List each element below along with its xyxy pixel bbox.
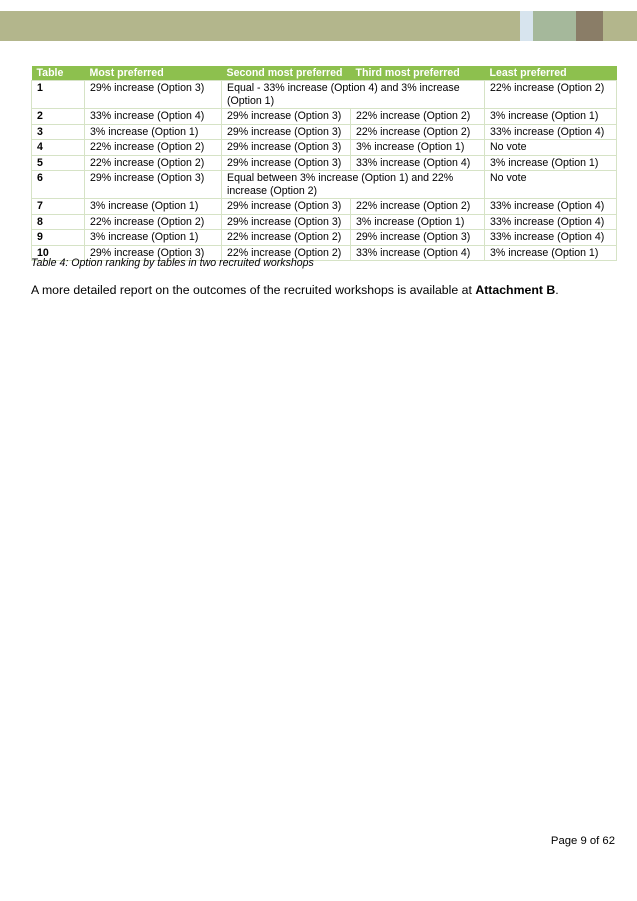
cell-table-number: 2: [32, 109, 85, 125]
cell-second-most-preferred: 29% increase (Option 3): [222, 199, 351, 215]
cell-table-number: 1: [32, 81, 85, 109]
banner-block-light-blue: [520, 11, 533, 41]
cell-third-most-preferred: 22% increase (Option 2): [351, 109, 485, 125]
cell-most-preferred: 22% increase (Option 2): [85, 140, 222, 156]
table-caption: Table 4: Option ranking by tables in two recruited workshops: [31, 257, 314, 269]
table-row: [32, 155, 617, 171]
cell-second-most-preferred: 29% increase (Option 3): [222, 109, 351, 125]
cell-most-preferred: 33% increase (Option 4): [85, 109, 222, 125]
cell-most-preferred: 3% increase (Option 1): [85, 230, 222, 246]
cell-second-most-preferred: 29% increase (Option 3): [222, 214, 351, 230]
cell-third-most-preferred: 33% increase (Option 4): [351, 155, 485, 171]
option-ranking-table: [31, 66, 617, 261]
cell-table-number: 5: [32, 155, 85, 171]
table-header-row: [32, 66, 617, 81]
page-number: Page 9 of 62: [550, 835, 615, 847]
cell-least-preferred: 33% increase (Option 4): [485, 124, 617, 140]
cell-third-most-preferred: 22% increase (Option 2): [351, 199, 485, 215]
table-row: [32, 214, 617, 230]
paragraph-text: A more detailed report on the outcomes of the recruited workshops is available at: [31, 283, 476, 297]
cell-second-most-preferred: 22% increase (Option 2): [222, 245, 351, 261]
cell-least-preferred: No vote: [485, 140, 617, 156]
banner-block-sage: [533, 11, 576, 41]
cell-most-preferred: 29% increase (Option 3): [85, 81, 222, 109]
header-banner: [0, 11, 637, 41]
cell-table-number: 4: [32, 140, 85, 156]
cell-most-preferred: 29% increase (Option 3): [85, 171, 222, 199]
header-table: Table: [32, 66, 85, 81]
table-row: [32, 109, 617, 125]
cell-table-number: 6: [32, 171, 85, 199]
cell-table-number: 7: [32, 199, 85, 215]
table-row: [32, 140, 617, 156]
cell-most-preferred: 22% increase (Option 2): [85, 155, 222, 171]
table-row: [32, 199, 617, 215]
cell-least-preferred: 3% increase (Option 1): [485, 109, 617, 125]
cell-most-preferred: 22% increase (Option 2): [85, 214, 222, 230]
header-least-preferred: Least preferred: [485, 66, 617, 81]
cell-third-most-preferred: 29% increase (Option 3): [351, 230, 485, 246]
cell-second-third-merged: Equal between 3% increase (Option 1) and 22% increase (Option 2): [222, 171, 485, 199]
header-second-most-preferred: Second most preferred: [222, 66, 351, 81]
cell-table-number: 8: [32, 214, 85, 230]
cell-most-preferred: 3% increase (Option 1): [85, 199, 222, 215]
cell-least-preferred: 33% increase (Option 4): [485, 199, 617, 215]
cell-second-most-preferred: 29% increase (Option 3): [222, 155, 351, 171]
cell-least-preferred: 22% increase (Option 2): [485, 81, 617, 109]
cell-least-preferred: 3% increase (Option 1): [485, 245, 617, 261]
table-row: [32, 230, 617, 246]
header-most-preferred: Most preferred: [85, 66, 222, 81]
cell-third-most-preferred: 3% increase (Option 1): [351, 214, 485, 230]
cell-table-number: 10: [32, 245, 85, 261]
cell-second-most-preferred: 29% increase (Option 3): [222, 140, 351, 156]
cell-table-number: 9: [32, 230, 85, 246]
banner-block-brown: [576, 11, 603, 41]
cell-least-preferred: 3% increase (Option 1): [485, 155, 617, 171]
cell-second-third-merged: Equal - 33% increase (Option 4) and 3% increase (Option 1): [222, 81, 485, 109]
cell-third-most-preferred: 3% increase (Option 1): [351, 140, 485, 156]
cell-second-most-preferred: 22% increase (Option 2): [222, 230, 351, 246]
table-row: [32, 171, 617, 199]
cell-most-preferred: 3% increase (Option 1): [85, 124, 222, 140]
cell-least-preferred: 33% increase (Option 4): [485, 214, 617, 230]
cell-second-most-preferred: 29% increase (Option 3): [222, 124, 351, 140]
header-third-most-preferred: Third most preferred: [351, 66, 485, 81]
table-row: [32, 81, 617, 109]
cell-third-most-preferred: 22% increase (Option 2): [351, 124, 485, 140]
cell-third-most-preferred: 33% increase (Option 4): [351, 245, 485, 261]
paragraph-end: .: [555, 283, 559, 297]
cell-least-preferred: No vote: [485, 171, 617, 199]
table-row: [32, 124, 617, 140]
cell-least-preferred: 33% increase (Option 4): [485, 230, 617, 246]
banner-block-olive: [603, 11, 637, 41]
attachment-paragraph: [31, 283, 616, 297]
cell-table-number: 3: [32, 124, 85, 140]
table-body: [32, 81, 617, 261]
attachment-reference: Attachment B: [475, 283, 556, 297]
cell-most-preferred: 29% increase (Option 3): [85, 245, 222, 261]
